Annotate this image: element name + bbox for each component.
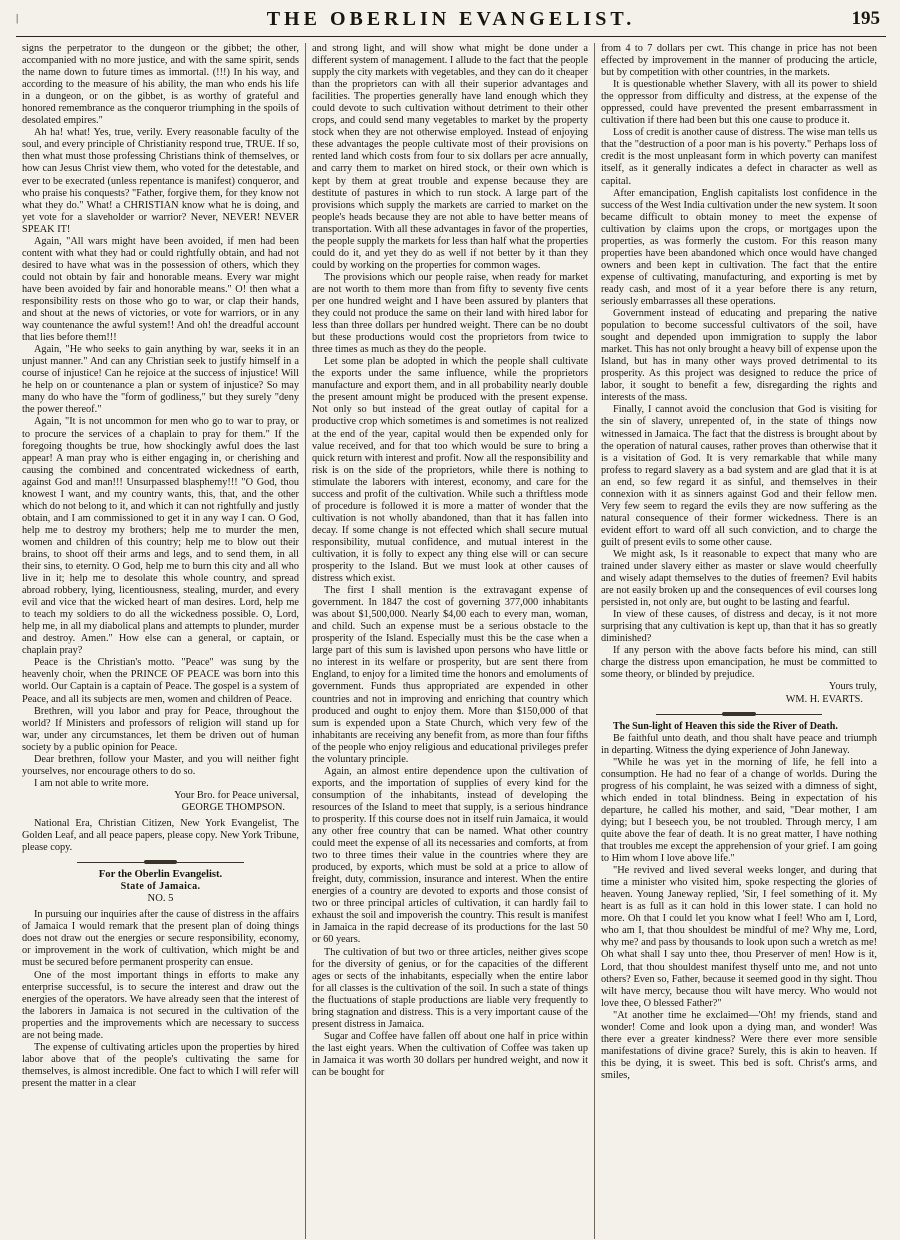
paragraph: Let some plan be adopted in which the people shall cultivate the exports under the same influence, while the proprietors manufacture and export them, and in all probability nearly double the present amount might be produced with the present expense. Not only so but instead of the great outlay of capital for a productive crop which sometimes is and sometimes is not realized at the end of the year, capital would then be expended only for value received, and for that too which would be sure to bring a quick return with interest and profit. Now all the responsibility and risk is on the side of the proprietors, while there is nothing to stimulate the laborers with interest, economy, and care for the success and profit of the cultivation. While such a thriftless mode of procedure is followed it is more a matter of wonder that the cultivation is not wholly abandoned, than that it has fallen into decay. If some change is not effected which shall secure mutual responsibility, mutual confidence, and mutual interest in the cultivation, it is folly to expect any thing else will or can secure prosperity to the Island. But we must look at other causes of distress which exist.: [312, 356, 588, 585]
paragraph: Again, "All wars might have been avoided, if men had been content with what they had or could rightfully obtain, and had not desired to have what was in the possession of others, which they could not obtain by fair and honorable means. Every war might have been avoided by fair and honorable means." O! then what a responsibility rests on those who go to war, or clap their hands, and shout at the news of victories, or vote for warriors, or in any way countenance the awful system!! And oh! the dreadful account that lies before them!!!: [22, 235, 299, 344]
paragraph: The expense of cultivating articles upon the properties by hired labor above that of the people's cultivating the same for themselves, is almost incredible. One fact to which I will refer will present the matter in a clear: [22, 1041, 299, 1089]
paragraph: from 4 to 7 dollars per cwt. This change in price has not been effected by improvement in the manner of producing the article, but by competition with other countries, in the markets.: [601, 43, 877, 79]
paragraph: Brethren, will you labor and pray for Peace, throughout the world? If Ministers and professors of religion will stand up for war, under any circumstances, let them be driven out of human society by a public opinion for Peace.: [22, 705, 299, 753]
paragraph: The provisions which our people raise, when ready for market are not worth to them more than from fifty to seventy five cents per one hundred weight and I have been assured by planters that they could not produce the same on their land with hired labor for less than three dollars per hundred weight. There can be no doubt but these productions would cost the proprietors from twice to three times as much as they do the people.: [312, 271, 588, 356]
paragraph: Ah ha! what! Yes, true, verily. Every reasonable faculty of the soul, and every principle of Christianity respond true, TRUE. If so, then what must those professing Christians think of themselves, or how can Jesus Christ view them, who voted for the detestable, and ever to be execrated (unless repentance is manifest) conqueror, and who praise his conquests? "Father, forgive them, for they know not what they do." What! a CHRISTIAN know what he is doing, and yet vote for a slaveholder or warrior? Never, NEVER! NEVER SPEAK IT!: [22, 127, 299, 235]
paragraph: I am not able to write more.: [34, 777, 149, 789]
paragraph: Finally, I cannot avoid the conclusion that God is visiting for the sin of slavery, unrepented of, in the state of things now witnessed in Jamaica. The fact that the distress is brought about by the operation of natural causes, rather proves than otherwise that it is a visitation of God. It is very remarkable that while many profess to regard slavery as a bad system and are glad that it is at an end, so few regard it as sinful, and themselves in their connexion with it as sinners against God and their fellow men. Very few seem to regard the evils they are now suffering as the natural consequence of their former wickedness. There is an evident effort to ward off all such conviction, and to charge the guilt of present evils to some other cause.: [601, 404, 877, 548]
article-heading: The Sun-light of Heaven this side the River of Death.: [613, 720, 838, 732]
paragraph: Loss of credit is another cause of distress. The wise man tells us that the "destruction of a poor man is his poverty." Perhaps loss of credit is the most unpleasant form in which poverty can manifest itself, as it generally indicates a defect in character as well as capital.: [601, 127, 877, 187]
signature-line: Your Bro. for Peace universal,: [174, 789, 299, 801]
divider-rule: [77, 862, 243, 863]
section-title: State of Jamaica.: [120, 881, 201, 893]
paragraph: It is questionable whether Slavery, with all its power to shield the oppressor from difficulty and distress, at the expense of the oppressed, could have prevented the present embarrassment in cultivation if there had been but this one cause to produce it.: [601, 79, 877, 127]
paragraph: Again, "He who seeks to gain anything by war, seeks it in an unjust manner." And can any Christian seek to justify himself in a course of injustice! Can he rejoice at the success of injustice! Will he help on or countenance a plan or system of injustice? So may many do who have the "form of godliness," but they surely "deny the power thereof.": [22, 344, 299, 416]
paragraph: Again, an almost entire dependence upon the cultivation of exports, and the importation of supplies of every kind for the consumption of the inhabitants, instead of developing the resources of the Island to meet that supply, is a serious hindrance to prosperity. If this course does not in itself ruin Jamaica, it would any other free country that can be named. What other country could meet the expense of all its necessaries and comforts, at from two to three times their value in the countries where they are produced, by exports, which must be sold at a price to allow of freight, duty, commission, insurance and interest. When the entire energies of a country are devoted to exports and those consist of two or three principal articles of cultivation, it can hardly fail to exhaust the soil and impoverish the country. This result is manifest in Jamaica in the rapid decrease of its productions for the last 50 or 60 years.: [312, 765, 588, 946]
column-2: [305, 43, 594, 1239]
paragraph: We might ask, Is it reasonable to expect that many who are trained under slavery either as master or slave would cheerfully and wisely adapt themselves to the duties of freemen? Evil habits are not easily broken up and the consequences of evil courses long persisted in, not only are, but ought to be lasting and fearful.: [601, 548, 877, 609]
paragraph: and strong light, and will show what might be done under a different system of management. I allude to the fact that the people supply the city markets with vegetables, and they can do it cheaper than the proprietors can with all their superior advantages and facilities. The properties generally have land enough which they could devote to such cultivation without detriment to their other crops, and could send many vegetables to market by the property stock when they are not otherwise employed. Instead of enjoying these advantages the people cultivate most of their provisions on rented land which costs from four to six dollars per acre annually, and carry them to market on hired stock, or their own which is kept by them at great trouble and expense because they are destitute of pastures in which to run stock. A large part of the provisions which supply the markets are carried to market on the people's heads because they are not able to have better means of transportation. With all these advantages in favor of the properties, the people supply the markets for less than half what the properties could do it, and yet they do as well if not better by it than they could by working on the properties for common wages.: [312, 43, 589, 271]
paragraph: Dear brethren, follow your Master, and you will neither fight yourselves, nor encourage others to do so.: [22, 753, 299, 777]
column-3: [594, 43, 883, 1239]
paragraph: One of the most important things in efforts to make any enterprise successful, is to secure the interest and draw out the energies of the operators. We have already seen that the interest of the laborers in Jamaica is not secured in the cultivation of the properties and the improvements which are necessary to success are not being made.: [22, 969, 299, 1041]
page-number: 195: [851, 8, 880, 29]
masthead: [16, 8, 886, 37]
paragraph: In pursuing our inquiries after the cause of distress in the affairs of Jamaica I would remark that the present plan of doing things does not draw out the energies or secure responsibility, economy, or improvement in the work of cultivation, which might be and must be secured before permanent prosperity can ensue.: [22, 909, 299, 969]
signature-name: GEORGE THOMPSON.: [181, 801, 285, 813]
paragraph: Peace is the Christian's motto. "Peace" was sung by the heavenly choir, when the PRINCE OF PEACE was born into this world. Our Captain is a captain of Peace. The gospel is a system of Peace, and all its subjects are men, women and children of Peace.: [22, 657, 299, 705]
divider-rule: [656, 714, 822, 715]
paragraph: Government instead of educating and preparing the native population to become successful cultivators of the soil, have sought and depended upon immigration to supply the labor market. This has not only brought a heavy bill of expense upon the Island, but has in many other ways proved detrimental to its prosperity. As this project was designed to reduce the price of labor, it sought to benefit a few, disregarding the rights and interests of the mass.: [601, 308, 877, 404]
signature-name: WM. H. EVARTS.: [785, 693, 863, 705]
paragraph: Sugar and Coffee have fallen off about one half in price within the last eight years. When the cultivation of Coffee was taken up in Jamaica it was worth 30 dollars per hundred weight, and now it can be bought for: [312, 1030, 588, 1078]
page-title: THE OBERLIN EVANGELIST.: [266, 8, 636, 30]
paragraph: Again, "It is not uncommon for men who go to war to pray, or to procure the services of a chaplain to pray for them." If the foregoing thoughts be true, how shockingly awful does the last appear! A man pray who is either engaging in, or cherishing and causing the combined and concentrated wickedness of earth, against God and man!!! Unsurpassed blasphemy!!! "O God, thou knowest I want, and my country wants, this, that, and the other which do not belong to it, and which it can not rightfully and justly obtain, and I am commissioned to get it in any way I can. O God, help me to destroy my brothers; help me to murder the men, women and children of this country; help me to blow out their brains, to shoot off their arms and legs, and to send them, in all their sins, to eternity. O God, help me to burn this city and all who live in it; help me to desolate this whole country, and spread abroad robbery, lying, licentiousness, stealing, murder, and every evil and vice that the wicked heart of man desires. Lord, help me to teach my soldiers to do all the wickedness possible. O, Lord, help me, in all my diabolical plans and attempts to plunder, murder and destroy. Amen." How else can a general, or captain, or chaplain pray?: [22, 416, 299, 657]
paragraph: Be faithful unto death, and thou shalt have peace and triumph in departing. Witness the dying experience of John Janeway.: [601, 732, 877, 756]
paragraph: If any person with the above facts before his mind, can still charge the distress upon emancipation, he must be committed to some theory, or blinded by prejudice.: [601, 645, 877, 681]
paragraph: The first I shall mention is the extravagant expense of government. In 1847 the cost of governing 377,000 inhabitants was about $1,500,000. Nearly $4,00 each to every man, woman, and child. Such an expense must be a serious obstacle to the prosperity of the Island. Especially must this be the case when a large part of this sum is lavished upon persons who have little or no interest in its welfare or prosperity, but are sent there from England, to enjoy for a limited time the honors and emoluments of government. Funds thus appropriated are expended in other countries and not in improving and enriching that country which produced and ought to enjoy them. More than $150,000 of that sum is expended upon a State Church, which very few of the inhabitants are receiving any benefit from, as more than four fifths of the people who enjoy religious and educational privileges prefer the voluntary principle.: [312, 585, 588, 765]
paragraph: signs the perpetrator to the dungeon or the gibbet; the other, accompanied with no more justice, and with the same spirit, sends the name down to future times as immortal. (!!!) In his way, and according to the measure of his ability, the man who ends his life in a dungeon, or on the gibbet, is as worthy of grateful and honored remembrance as the conqueror triumphing in the spoils of desolated empires.": [22, 43, 299, 127]
left-mark: |: [16, 12, 19, 24]
section-number: NO. 5: [147, 893, 174, 905]
paragraph: "While he was yet in the morning of life, he fell into a consumption. He had no fear of a change of worlds. During the progress of his complaint, he was seized with a dimness of sight, which ended in total blindness. Being in expectation of his departure, he called his mother, and said, "Dear mother, I am dying; but I beseech you, be not troubled. Through mercy, I am quite above the fear of death. It is no great matter, I have nothing that troubles me except the apprehension of your grief. I am going to Him whom I love above life.": [601, 756, 877, 865]
copy-note: National Era, Christian Citizen, New York Evangelist, The Golden Leaf, and all peace papers, please copy. New York Tribune, please copy.: [22, 818, 299, 854]
column-1: [16, 43, 305, 1239]
paragraph: The cultivation of but two or three articles, neither gives scope for the diversity of genius, or for the capacities of the different ages or sects of the inhabitants, especially when the entire labor for all classes is the cultivation of the soil. In such a state of things the fluctuations of staple productions are liable very frequently to bring stagnation and distress. This is a very important cause of the present distress in Jamaica.: [312, 946, 588, 1030]
signature-line: Yours truly,: [828, 681, 877, 693]
paragraph: After emancipation, English capitalists lost confidence in the success of the West India cultivation under the new system. It soon became difficult to obtain money to meet the expense of cultivation by claims upon the crops, or mortgages upon the properties, as was formerly the custom. For this reason many properties have been abandoned which once would have changed owners and been kept in cultivation. The fact that the entire expense of cultivating, manufacturing, and exporting is met by ready cash, and most of it a year before there is any return, seriously embarrasses all these operations.: [601, 187, 877, 307]
paragraph: "He revived and lived several weeks longer, and during that time a minister who visited him, spoke respecting the glories of heaven. Young Janeway replied, 'Sir, I feel something of it. My heart is as full as it can hold in this lower state. I can hold no more. Oh that I could let you know what I feel! Who am I, Lord, who am I, that thou shouldest be mindful of me? Why me, Lord, why me? and pass by thousands to look upon such a wretch as me! Oh what shall I say unto thee, thou Preserver of men! How is it, Lord, that thou shouldest manifest thyself unto me, and not unto others? Even so, Father, because it seemed good in thy sight. Thou wilt have mercy, because thou wilt have mercy. Who would not love thee, O blessed Father?": [601, 865, 877, 1009]
columns: [16, 43, 886, 1239]
section-source: For the Oberlin Evangelist.: [98, 869, 223, 881]
paragraph: In view of these causes, of distress and decay, is it not more surprising that any cultivation is kept up, than that it has so greatly diminished?: [601, 609, 877, 645]
paragraph: "At another time he exclaimed—'Oh! my friends, stand and wonder! Come and look upon a dying man, and wonder! Was there ever a greater kindness? Were there ever more sensible manifestations of divine grace? Surely, this is akin to heaven. If this be dying, it is sweet. This bed is soft. Christ's arms, and smiles,: [601, 1009, 877, 1081]
